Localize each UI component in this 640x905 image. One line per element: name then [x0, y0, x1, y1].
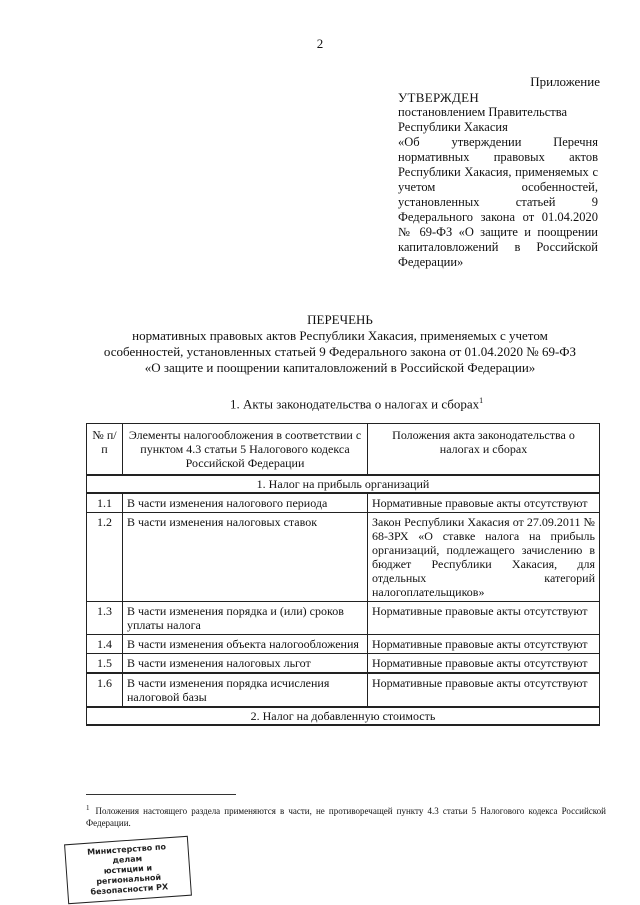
group-vat: 2. Налог на добавленную стоимость — [87, 707, 600, 725]
table-row — [87, 673, 600, 707]
row-element: В части изменения налоговых льгот — [123, 654, 368, 674]
row-provision: Нормативные правовые акты отсутствуют — [368, 654, 600, 674]
row-element: В части изменения порядка и (или) сроков уплаты налога — [123, 602, 368, 635]
stamp-line: безопасности РХ — [90, 882, 169, 897]
document-title — [90, 312, 590, 376]
section-heading — [230, 396, 483, 412]
row-element: В части изменения налогового периода — [123, 493, 368, 513]
page-number: 2 — [316, 36, 324, 51]
footnote-number: 1 — [86, 804, 90, 812]
footnote-divider — [86, 794, 236, 795]
table-row — [87, 493, 600, 513]
header-elements: Элементы налогообложения в соответствии с пунктом 4.3 статьи 5 Налогового кодекса Российской Федерации — [123, 424, 368, 476]
row-number: 1.1 — [87, 493, 123, 513]
table-row — [87, 654, 600, 674]
row-provision: Нормативные правовые акты отсутствуют — [368, 673, 600, 707]
approval-header: УТВЕРЖДЕН — [398, 90, 480, 105]
row-provision: Нормативные правовые акты отсутствуют — [368, 635, 600, 654]
row-number: 1.2 — [87, 513, 123, 602]
section-heading-text: 1. Акты законодательства о налогах и сборах — [230, 396, 480, 412]
header-number: № п/п — [87, 424, 123, 476]
table-header-row — [87, 424, 600, 476]
ministry-stamp — [64, 836, 192, 905]
table-row — [87, 602, 600, 635]
row-provision: Нормативные правовые акты отсутствуют — [368, 602, 600, 635]
row-element: В части изменения объекта налогообложения — [123, 635, 368, 654]
approval-block — [398, 90, 598, 270]
tax-acts-table — [86, 423, 600, 726]
approval-line: Республики Хакасия — [398, 120, 508, 134]
table-row — [87, 635, 600, 654]
footnote-text: Положения настоящего раздела применяются в части, не противоречащей пункту 4.3 статьи 5 Налогового кодекса Российской Федерации. — [86, 806, 606, 828]
table-row — [87, 513, 600, 602]
row-number: 1.4 — [87, 635, 123, 654]
row-element: В части изменения налоговых ставок — [123, 513, 368, 602]
row-element: В части изменения порядка исчисления налоговой базы — [123, 673, 368, 707]
row-number: 1.6 — [87, 673, 123, 707]
footnote-marker: 1 — [479, 396, 484, 405]
approval-line: «Об утверждении Перечня нормативных правовых актов Республики Хакасия, применяемых с учетом особенностей, установленных статьей 9 Федерального закона от 01.04.2020 № 69-ФЗ «О защите и поощрении капиталовложений в Российской Федерации» — [398, 135, 598, 269]
header-provisions: Положения акта законодательства о налогах и сборах — [368, 424, 600, 476]
footnote — [86, 802, 606, 829]
title-line: особенностей, установленных статьей 9 Федерального закона от 01.04.2020 № 69-ФЗ — [103, 344, 577, 359]
appendix-label: Приложение — [530, 74, 600, 89]
stamp-line: Министерство по делам — [86, 842, 167, 866]
row-provision: Закон Республики Хакасия от 27.09.2011 № 68-ЗРХ «О ставке налога на прибыль организаций, подлежащего зачислению в бюджет Республики Хакасия, для отдельных категорий налогоплательщиков» — [368, 513, 600, 602]
table-group-row — [87, 707, 600, 725]
row-number: 1.3 — [87, 602, 123, 635]
stamp-line: юстиции и региональной — [95, 863, 162, 887]
group-profit-tax: 1. Налог на прибыль организаций — [87, 475, 600, 493]
title-line: нормативных правовых актов Республики Хакасия, применяемых с учетом — [132, 328, 548, 343]
title-line: «О защите и поощрении капиталовложений в Российской Федерации» — [144, 360, 536, 375]
approval-line: постановлением Правительства — [398, 105, 568, 119]
row-provision: Нормативные правовые акты отсутствуют — [368, 493, 600, 513]
title-heading: ПЕРЕЧЕНЬ — [307, 312, 373, 327]
table-group-row — [87, 475, 600, 493]
row-number: 1.5 — [87, 654, 123, 674]
